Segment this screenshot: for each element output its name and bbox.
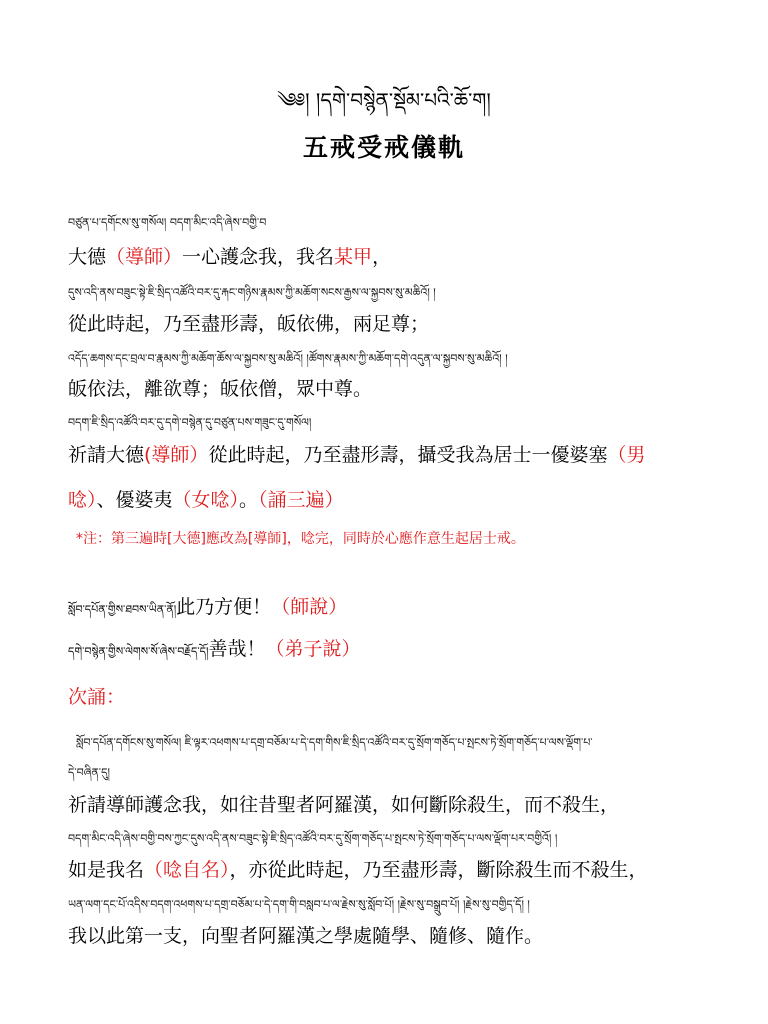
tibetan-line-4: བདག་ཇི་སྲིད་འཚོའི་བར་དུ་དགེ་བསྙེན་དུ་བཙུན་པས་གཟུང་དུ་གསོལ། [68, 416, 312, 429]
text-span: 、優婆夷 [96, 489, 173, 511]
text-span: 祈請大德 [68, 444, 145, 466]
red-annotation: （女唸） [172, 489, 240, 511]
tibetan-line-6b: དེ་བཞིན་དུ། [68, 766, 110, 779]
red-annotation: （導師） [106, 246, 183, 268]
chinese-line-6: 祈請導師護念我，如往昔聖者阿羅漢，如何斷除殺生，而不殺生， [68, 794, 620, 816]
red-annotation: （唸自名） [144, 859, 230, 881]
tibetan-line-1: བཙུན་པ་དགོངས་སུ་གསོལ། བདག་མིང་འདི་ཞེས་བགྱི་བ [68, 216, 267, 229]
text-span: 如是我名 [68, 859, 145, 881]
text-span: 大德 [68, 246, 107, 268]
text-span: ， [372, 246, 392, 268]
page-title: 五戒受戒儀軌 [302, 133, 465, 162]
text-span: 從此時起，乃至盡形壽，攝受我為居士一優婆塞 [208, 444, 608, 466]
tibetan-line-2: དུས་འདི་ནས་བཟུང་སྟེ་ཇི་སྲིད་འཚོའི་བར་དུ་རྐང་གཉིས་རྣམས་ཀྱི་མཆོག་སངས་རྒྱས་ལ་སྐྱབས་སུ་མཆིའོ། ། [68, 286, 436, 299]
text-span: 善哉！ [208, 638, 266, 660]
red-annotation: （弟子說） [265, 638, 361, 660]
red-annotation: （師說） [271, 596, 348, 618]
tibetan-line-8: ཡན་ལག་དང་པོ་འདིས་བདག་འཕགས་པ་དགྲ་བཅོམ་པ་དེ་དག་གི་བསླབ་པ་ལ་རྗེས་སུ་སློབ་པོ། །རྗེས་སུ་བསྒྲུབ་པོ། །རྗེས་སུ་བགྱིད་དོ། ། [68, 898, 530, 911]
red-annotation: （男 [607, 444, 646, 466]
tibetan-inline: སློབ་དཔོན་གྱིས་ཐབས་ཡིན་ནོ། [68, 603, 177, 616]
tibetan-line-7: བདག་མིང་འདི་ཞེས་བགྱི་བས་ཀྱང་དུས་འདི་ནས་བཟུང་སྟེ་ཇི་སྲིད་འཚོའི་བར་དུ་སྲོག་གཅོད་པ་སྤངས་ཏེ་སྲོག་གཅོད་པ་ལས་ལྡོག་པར་བགྱིའོ། ། [68, 832, 558, 845]
chinese-line-4 [68, 440, 708, 467]
chinese-line-3: 皈依法，離欲尊；皈依僧，眾中尊。 [68, 378, 373, 400]
text-span: 。 [239, 489, 259, 511]
disciple-line [68, 634, 361, 670]
chinese-line-1 [68, 242, 708, 269]
tibetan-inline: དགེ་བསྙེན་གྱིས་ལེགས་སོ་ཞེས་བརྗོད་དོ། [68, 645, 209, 658]
red-annotation: 某甲 [334, 246, 373, 268]
chinese-line-5 [68, 485, 708, 512]
tibetan-line-6: སློབ་དཔོན་དགོངས་སུ་གསོལ། ཇི་ལྟར་འཕགས་པ་དགྲ་བཅོམ་པ་དེ་དག་གིས་ཇི་སྲིད་འཚོའི་བར་དུ་སྲོག་གཅོད་པ་སྤངས་ཏེ་སྲོག་གཅོད་པ་ལས་ལྡོག་པ་ [76, 736, 593, 749]
text-span: 此乃方便！ [176, 596, 272, 618]
red-annotation: (導師） [144, 444, 209, 466]
teacher-line [68, 592, 347, 628]
text-span: 一心護念我，我名 [182, 246, 335, 268]
red-annotation: 唸） [68, 489, 97, 511]
note-text: *注：第三遍時[大德]應改為[導師]，唸完，同時於心應作意生起居士戒。 [76, 531, 525, 547]
chinese-line-7 [68, 855, 708, 882]
section-heading: 次誦： [68, 686, 126, 708]
text-span: ，亦從此時起，乃至盡形壽，斷除殺生而不殺生， [229, 859, 648, 881]
chinese-line-8: 我以此第一支，向聖者阿羅漢之學處隨學、隨修、隨作。 [68, 925, 544, 947]
red-annotation: （誦三遍） [258, 489, 344, 511]
tibetan-line-3: འདོད་ཆགས་དང་བྲལ་བ་རྣམས་ཀྱི་མཆོག་ཆོས་ལ་སྐྱབས་སུ་མཆིའོ། །ཚོགས་རྣམས་ཀྱི་མཆོག་དགེ་འདུན་ལ་སྐྱབས་སུ་མཆིའོ། ། [68, 352, 508, 365]
tibetan-title: ༄༅། །དགེ་བསྙེན་སྡོམ་པའི་ཆོ་ག། [277, 88, 491, 112]
chinese-line-2: 從此時起，乃至盡形壽，皈依佛，兩足尊； [68, 313, 430, 335]
